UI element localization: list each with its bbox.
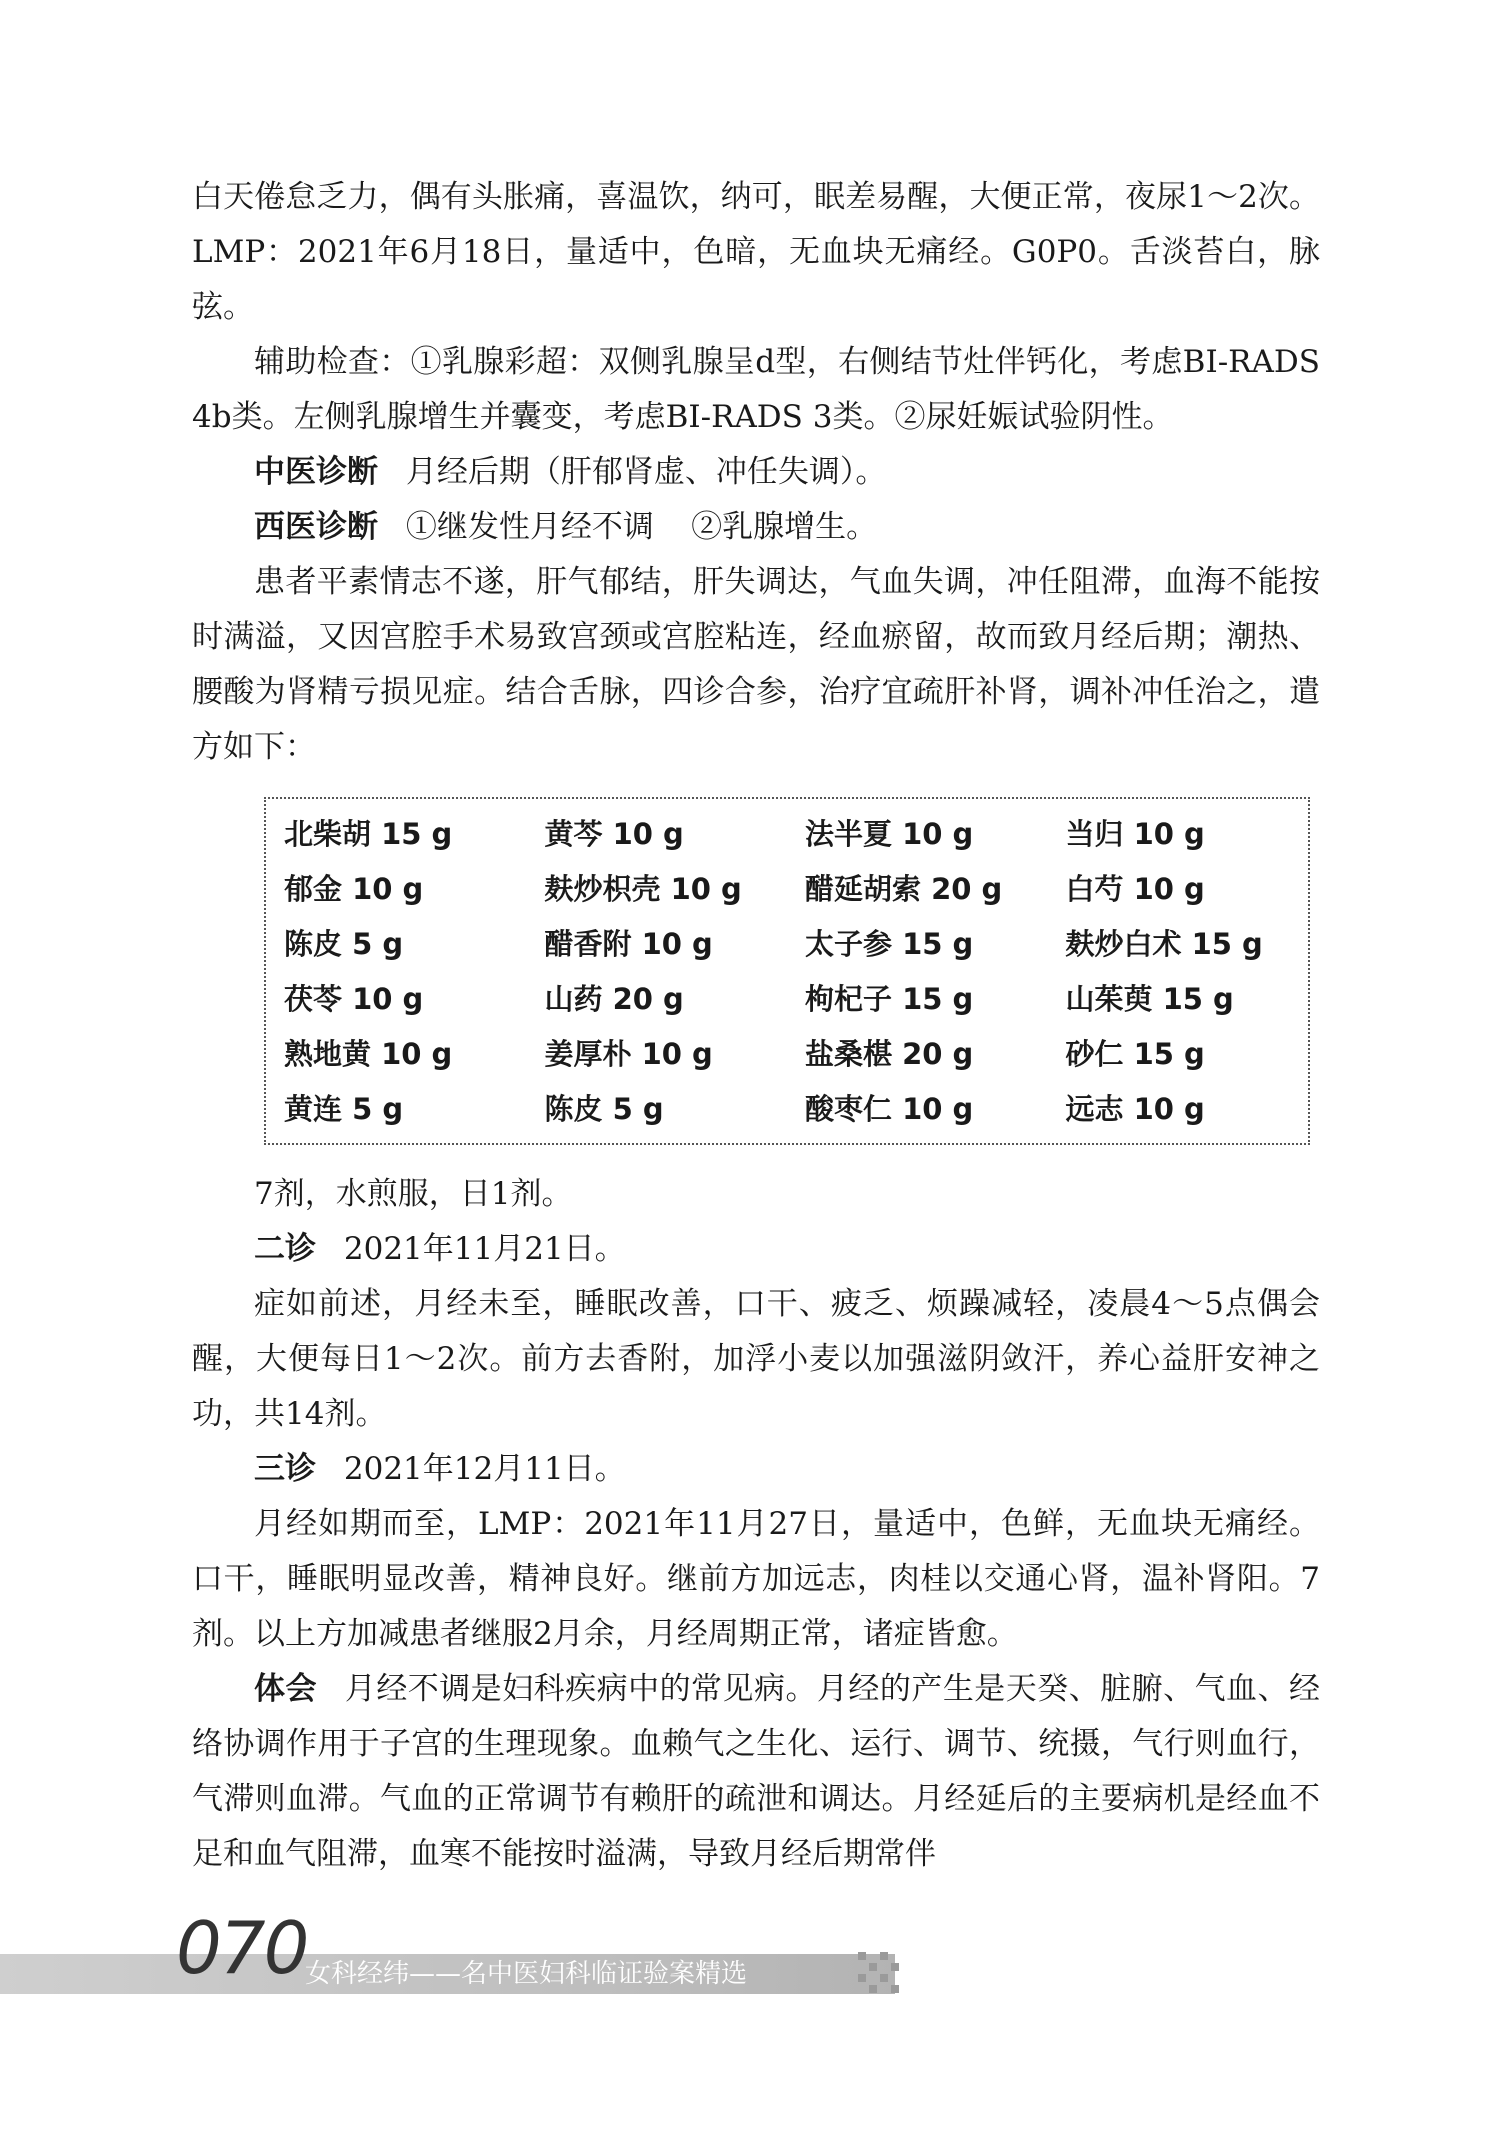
visit-3-label: 三诊 <box>254 1451 316 1487</box>
prescription-item: 山茱萸 15 g <box>1065 982 1234 1016</box>
reflection-paragraph <box>192 1662 1320 1882</box>
prescription-item: 陈皮 5 g <box>284 927 404 961</box>
prescription-item: 白芍 10 g <box>1065 872 1205 906</box>
prescription-row <box>266 862 1308 917</box>
western-diagnosis-label: 西医诊断 <box>254 509 378 545</box>
visit-3-text: 月经如期而至，LMP：2021年11月27日，量适中，色鲜，无血块无痛经。口干，睡眠明显改善，精神良好。继前方加远志，肉桂以交通心肾，温补肾阳。7剂。以上方加减患者继服2月余，月经周期正常，诸症皆愈。 <box>192 1506 1320 1652</box>
tcm-diagnosis-label: 中医诊断 <box>254 454 378 490</box>
paragraph-analysis: 患者平素情志不遂，肝气郁结，肝失调达，气血失调，冲任阻滞，血海不能按时满溢，又因宫腔手术易致宫颈或宫腔粘连，经血瘀留，故而致月经后期；潮热、腰酸为肾精亏损见症。结合舌脉，四诊合参，治疗宜疏肝补肾，调补冲任治之，遣方如下： <box>192 564 1320 765</box>
prescription-item: 北柴胡 15 g <box>284 817 453 851</box>
visit-3-heading <box>192 1442 1320 1497</box>
western-diagnosis <box>192 500 1320 555</box>
prescription-item: 太子参 15 g <box>805 927 974 961</box>
prescription-item: 陈皮 5 g <box>544 1092 664 1126</box>
prescription-item: 枸杞子 15 g <box>805 982 974 1016</box>
prescription-row <box>266 807 1308 862</box>
prescription-item: 茯苓 10 g <box>284 982 424 1016</box>
prescription-item: 盐桑椹 20 g <box>805 1037 974 1071</box>
visit-2-date: 2021年11月21日。 <box>343 1231 626 1267</box>
book-title: 女科经纬——名中医妇科临证验案精选 <box>305 1959 748 1989</box>
visit-2-text: 症如前述，月经未至，睡眠改善，口干、疲乏、烦躁减轻，凌晨4～5点偶会醒，大便每日1～2次。前方去香附，加浮小麦以加强滋阴敛汗，养心益肝安神之功，共14剂。 <box>192 1286 1320 1432</box>
prescription-item: 法半夏 10 g <box>805 817 974 851</box>
prescription-item: 黄连 5 g <box>284 1092 404 1126</box>
prescription-item: 麸炒白术 15 g <box>1065 927 1263 961</box>
prescription-item: 醋延胡索 20 g <box>805 872 1003 906</box>
prescription-item: 远志 10 g <box>1065 1092 1205 1126</box>
visit-2-label: 二诊 <box>254 1231 316 1267</box>
prescription-item: 当归 10 g <box>1065 817 1205 851</box>
prescription-item: 醋香附 10 g <box>544 927 713 961</box>
paragraph-symptoms: 白天倦怠乏力，偶有头胀痛，喜温饮，纳可，眠差易醒，大便正常，夜尿1～2次。LMP：2021年6月18日，量适中，色暗，无血块无痛经。G0P0。舌淡苔白，脉弦。 <box>192 179 1320 325</box>
prescription-item: 黄芩 10 g <box>544 817 684 851</box>
reflection-text: 月经不调是妇科疾病中的常见病。月经的产生是天癸、脏腑、气血、经络协调作用于子宫的生理现象。血赖气之生化、运行、调节、统摄，气行则血行，气滞则血滞。气血的正常调节有赖肝的疏泄和调达。月经延后的主要病机是经血不足和血气阻滞，血寒不能按时溢满，导致月经后期常伴 <box>192 1671 1321 1872</box>
paragraph-exam: 辅助检查：①乳腺彩超：双侧乳腺呈d型，右侧结节灶伴钙化，考虑BI-RADS 4b类。左侧乳腺增生并囊变，考虑BI-RADS 3类。②尿妊娠试验阴性。 <box>192 344 1320 435</box>
prescription-item: 山药 20 g <box>544 982 684 1016</box>
prescription-item: 酸枣仁 10 g <box>805 1092 974 1126</box>
prescription-item: 砂仁 15 g <box>1065 1037 1205 1071</box>
prescription-row <box>266 1027 1308 1082</box>
western-diagnosis-item-2: ②乳腺增生。 <box>691 509 878 545</box>
prescription-item: 姜厚朴 10 g <box>544 1037 713 1071</box>
western-diagnosis-item-1: ①继发性月经不调 <box>405 509 654 545</box>
prescription-item: 熟地黄 10 g <box>284 1037 453 1071</box>
tcm-diagnosis <box>192 445 1320 500</box>
prescription-item: 郁金 10 g <box>284 872 424 906</box>
prescription-row <box>266 1082 1308 1137</box>
dosage-text: 7剂，水煎服，日1剂。 <box>254 1176 573 1212</box>
prescription-row <box>266 972 1308 1027</box>
footer-pattern-icon <box>858 1952 892 1996</box>
prescription-table <box>264 797 1310 1145</box>
prescription-row <box>266 917 1308 972</box>
tcm-diagnosis-text: 月经后期（肝郁肾虚、冲任失调）。 <box>405 454 887 490</box>
page-number: 070 <box>176 1906 308 1990</box>
prescription-item: 麸炒枳壳 10 g <box>544 872 742 906</box>
visit-2-heading <box>192 1222 1320 1277</box>
page-body <box>192 170 1320 1882</box>
visit-3-date: 2021年12月11日。 <box>343 1451 626 1487</box>
reflection-label: 体会 <box>254 1671 317 1707</box>
